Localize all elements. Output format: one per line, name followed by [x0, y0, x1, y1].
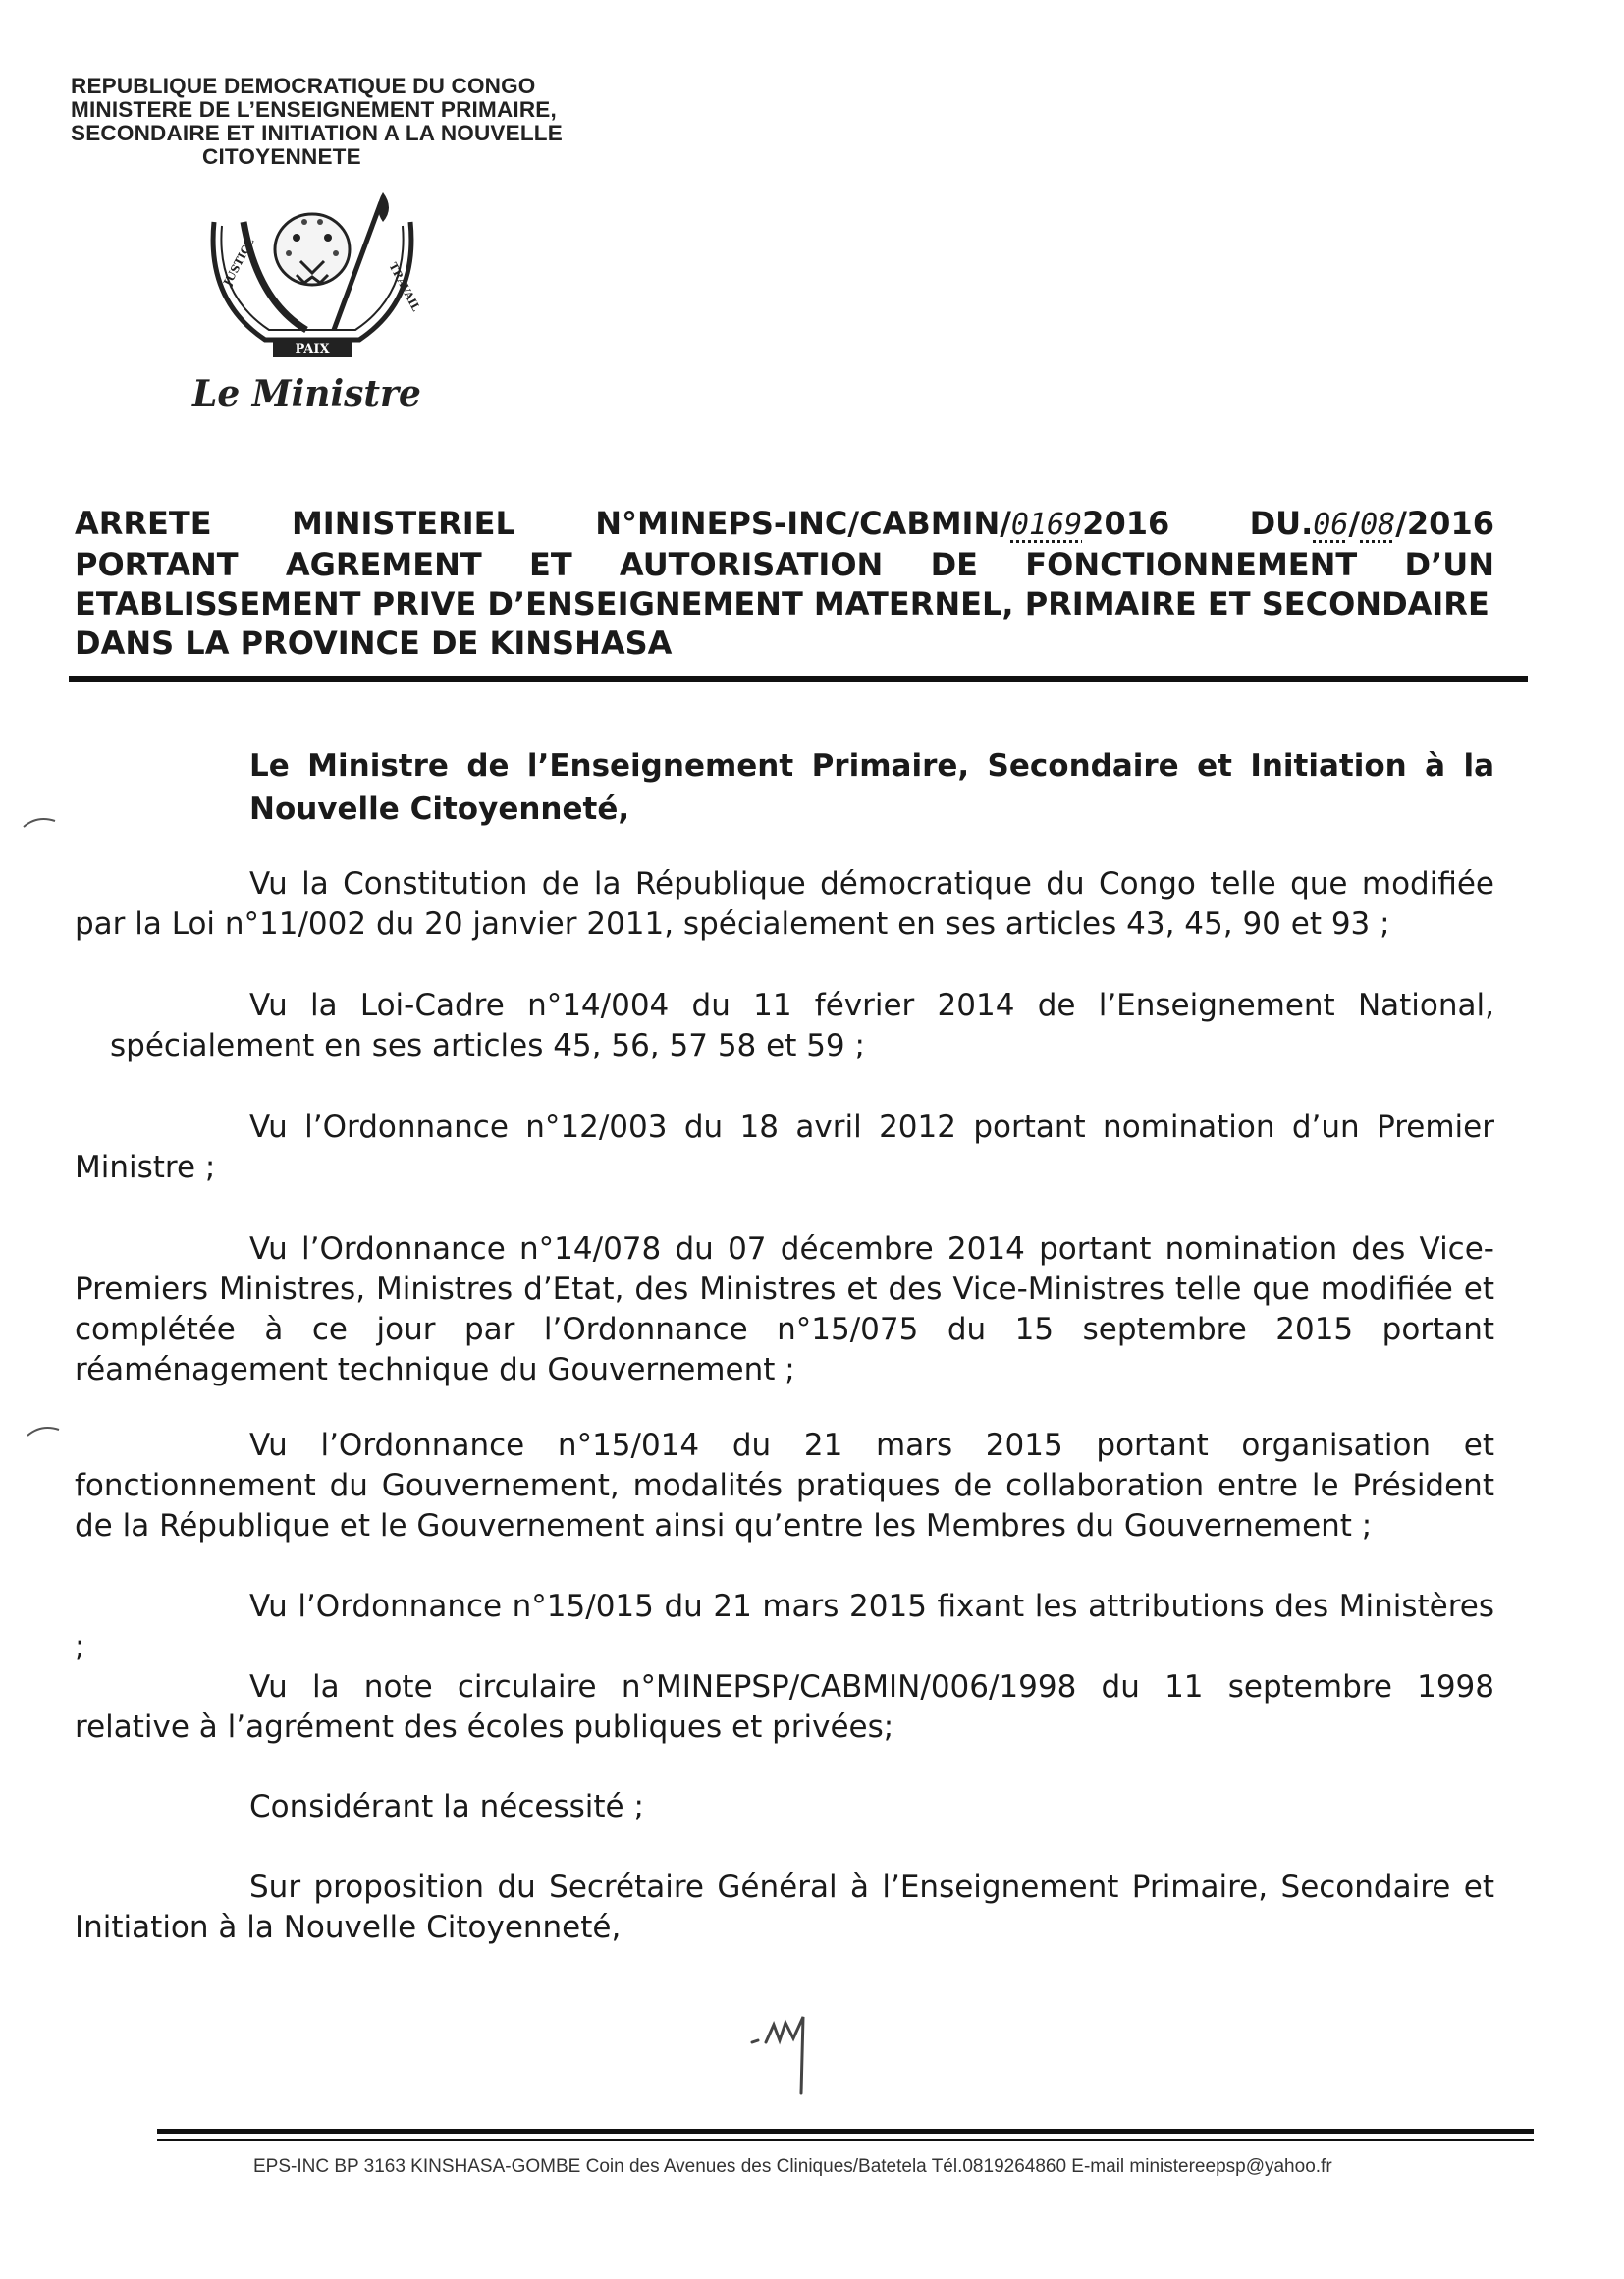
footer-rule-thin: [157, 2139, 1534, 2141]
visa-constitution: Vu la Constitution de la République démocratique du Congo telle que modifiée par la Loi n°11/002 du 20 janvier 2011, spécialement en ses articles 43, 45, 90 et 93 ;: [75, 866, 1494, 942]
footer-address: EPS-INC BP 3163 KINSHASA-GOMBE Coin des Avenues des Cliniques/Batetela Tél.0819264860 E-mail ministereepsp@yahoo.fr: [253, 2156, 1332, 2177]
handwritten-month: 08: [1360, 508, 1396, 542]
initials-signature: [744, 1995, 833, 2103]
letterhead: [71, 75, 679, 169]
visa-loi-cadre: Vu la Loi-Cadre n°14/004 du 11 février 2014 de l’Enseignement National, spécialement en ses articles 45, 56, 57 58 et 59 ;: [110, 988, 1494, 1063]
margin-mark: [20, 813, 59, 833]
visa-ordonnance-attributions: Vu l’Ordonnance n°15/015 du 21 mars 2015 fixant les attributions des Ministères ;: [75, 1589, 1494, 1664]
letterhead-ministry-cont: SECONDAIRE ET INITIATION A LA NOUVELLE: [71, 121, 563, 145]
decree-number: N°MINEPS-INC/CABMIN/01692016: [595, 505, 1170, 542]
title-word: ARRETE: [75, 505, 212, 542]
margin-mark: [24, 1422, 63, 1441]
visa-ordonnance-premier-ministre: Vu l’Ordonnance n°12/003 du 18 avril 2012 portant nomination d’un Premier Ministre ;: [75, 1110, 1494, 1185]
title-line-3: ETABLISSEMENT PRIVE D’ENSEIGNEMENT MATERNEL, PRIMAIRE ET SECONDAIRE: [75, 585, 1489, 623]
sur-proposition: Sur proposition du Secrétaire Général à l’Enseignement Primaire, Secondaire et Initiation à la Nouvelle Citoyenneté,: [75, 1870, 1494, 1945]
handwritten-day: 06: [1313, 508, 1349, 542]
coat-of-arms-emblem: [187, 192, 438, 361]
visa-note-circulaire: Vu la note circulaire n°MINEPSP/CABMIN/006/1998 du 11 septembre 1998 relative à l’agrément des écoles publiques et privées;: [75, 1669, 1494, 1745]
considerant: Considérant la nécessité ;: [249, 1789, 644, 1824]
footer-rule-thick: [157, 2129, 1534, 2134]
motto-justice: JUSTICE: [221, 236, 257, 289]
motto-peace: PAIX: [295, 342, 330, 356]
letterhead-ministry-end: CITOYENNETE: [202, 144, 361, 169]
letterhead-ministry: MINISTERE DE L’ENSEIGNEMENT PRIMAIRE,: [71, 97, 557, 122]
title-divider: [69, 676, 1528, 682]
decree-date: DU.06/08/2016: [1249, 505, 1494, 542]
minister-label: Le Ministre: [192, 373, 421, 414]
decree-title: [75, 504, 1494, 663]
motto-work: TRAVAIL: [386, 260, 423, 314]
title-line-2: PORTANT AGREMENT ET AUTORISATION DE FONCTIONNEMENT D’UN: [75, 546, 1494, 583]
addressee: Le Ministre de l’Enseignement Primaire, Secondaire et Initiation à la Nouvelle Citoyenneté,: [249, 748, 1494, 827]
letterhead-republic: REPUBLIQUE DEMOCRATIQUE DU CONGO: [71, 74, 536, 98]
title-word: MINISTERIEL: [291, 505, 515, 542]
visa-ordonnance-nomination: Vu l’Ordonnance n°14/078 du 07 décembre 2014 portant nomination des Vice-Premiers Ministres, Ministres d’Etat, des Ministres et des Vice-Ministres telle que modifiée et complétée à ce jour par l’Ordonnance n°15/075 du 15 septembre 2015 portant réaménagement technique du Gouvernement ;: [75, 1231, 1494, 1387]
title-line-4: DANS LA PROVINCE DE KINSHASA: [75, 624, 673, 662]
visa-ordonnance-organisation: Vu l’Ordonnance n°15/014 du 21 mars 2015 portant organisation et fonctionnement du Gouvernement, modalités pratiques de collaboration entre le Président de la République et le Gouvernement ainsi qu’entre les Membres du Gouvernement ;: [75, 1428, 1494, 1544]
title-line-1: [75, 504, 1494, 545]
handwritten-number: 0169: [1010, 508, 1083, 542]
